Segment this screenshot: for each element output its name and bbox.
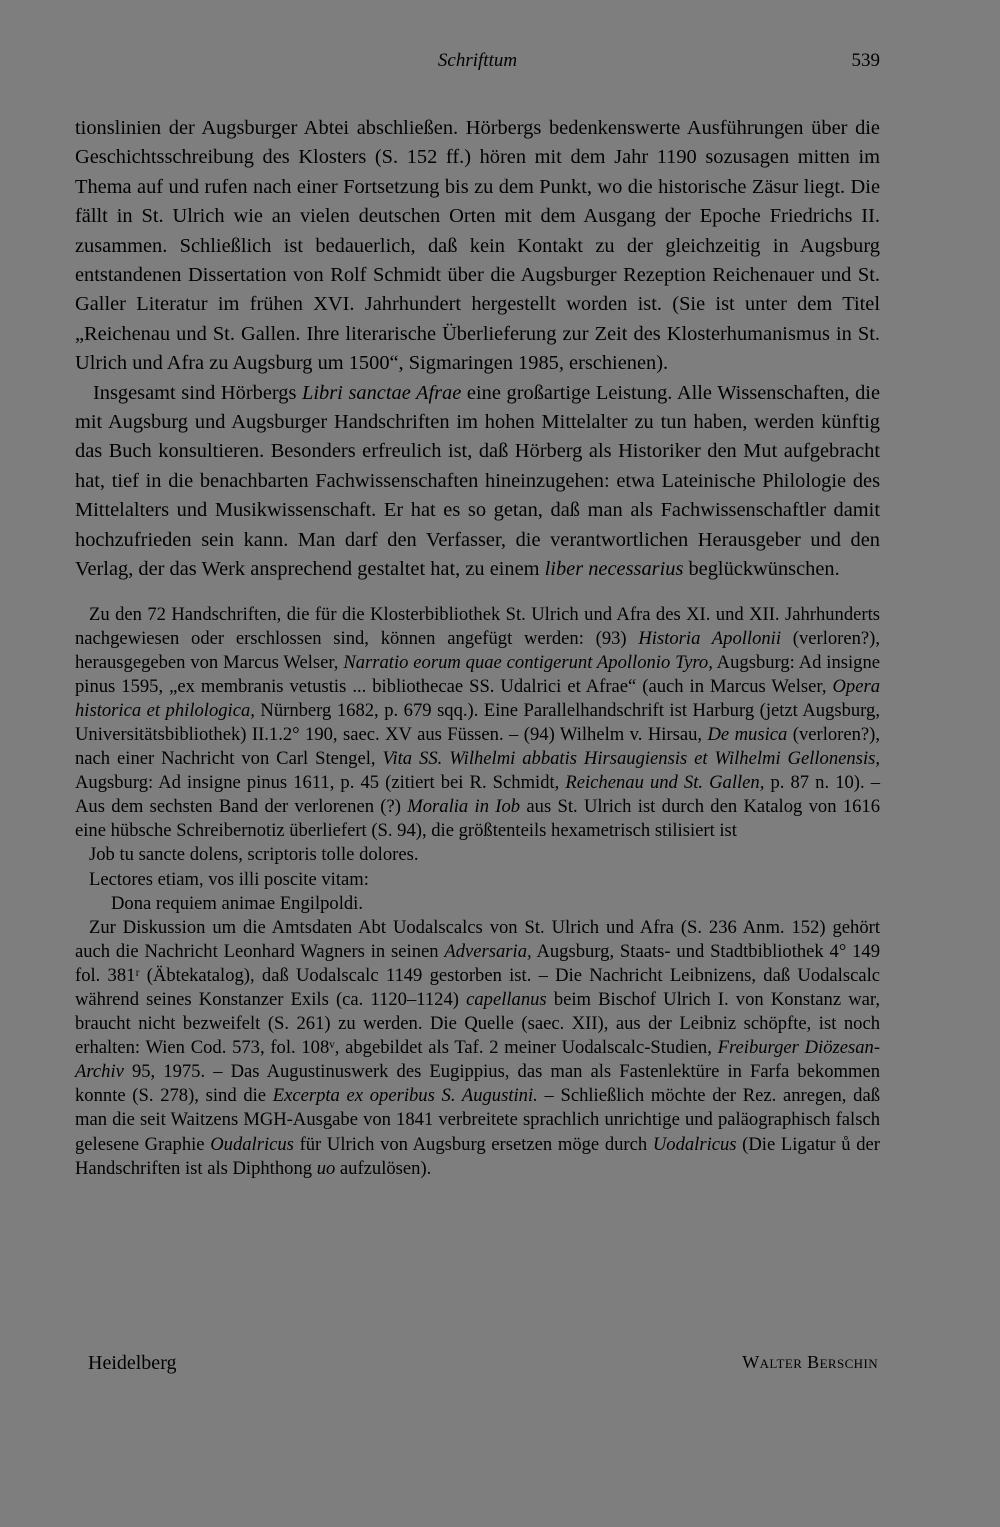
text-run: Augsburg: Ad insigne pinus 1611, p. 45 (zitiert bei R. Schmidt, (75, 772, 566, 794)
note-manuscripts (75, 603, 880, 844)
section-title: Schrifttum (437, 50, 518, 71)
text-run: (verloren?), nach einer Nachricht von Carl Stengel, (75, 723, 880, 770)
paragraph-conclusion (75, 379, 880, 585)
text-run: (Die Ligatur ů der Handschriften ist als Diphthong (75, 1133, 880, 1179)
text-run: aufzulösen). (335, 1157, 432, 1179)
main-text (75, 114, 880, 1181)
page-number: 539 (851, 50, 880, 71)
italic-title: Uodalricus (652, 1133, 737, 1155)
text-run: p. 87 n. 10). – Aus dem sechsten Band der verlorenen (?) (75, 772, 881, 818)
note-uodalscalc (75, 916, 880, 1181)
text-run: Insgesamt sind Hörbergs (93, 381, 303, 404)
italic-title: Oudalricus (210, 1133, 294, 1155)
italic-title: Reichenau und St. Gallen, (565, 772, 765, 794)
running-head (75, 50, 880, 76)
text-run: (verloren?), herausgegeben von Marcus Welser, (75, 627, 880, 673)
text-run: beim Bischof Ulrich I. von Konstanz war, braucht nicht bezweifelt (S. 261) zu werden. Die Quelle (saec. XII), aus der Leibniz schöpfte, ist noch erhalten: Wien Cod. 573, fol. 108ᵛ, abgebildet als Taf. 2 meiner Uodalscalc-Studien, (75, 989, 880, 1059)
italic-title: Vita SS. Wilhelmi abbatis Hirsaugiensis et Wilhelmi Gellonensis, (382, 748, 880, 770)
text-run: Zur Diskussion um die Amtsdaten Abt Uodalscalcs von St. Ulrich und Afra (S. 236 Anm. 152) gehört auch die Nachricht Leonhard Wagners in seinen (75, 916, 880, 962)
book-title: Libri sanctae Afrae (302, 381, 462, 404)
italic-title: Freiburger Diözesan-Archiv (75, 1037, 881, 1083)
text-run: Zu den 72 Handschriften, die für die Klosterbibliothek St. Ulrich und Afra des XI. und XII. Jahrhunderts nachgewiesen oder erschlossen sind, können angefügt werden: (93) (75, 603, 880, 649)
signature-line (88, 1352, 878, 1378)
text-run: eine großartige Leistung. Alle Wissenschaften, die mit Augsburg und Augsburger Handschriften im hohen Mittelalter zu tun haben, werden künftig das Buch konsultieren. Besonders erfreulich ist, daß Hörberg als Historiker den Mut aufgebracht hat, tief in die benachbarten Fachwissenschaften hineinzugehen: etwa Lateinische Philologie des Mittelalters und Musikwissenschaft. Er hat es so getan, daß man als Fachwissenschaftler damit hochzufrieden sein kann. Man darf den Verfasser, die verantwortlichen Herausgeber und den Verlag, der das Werk ansprechend gestaltet hat, zu einem (75, 381, 880, 581)
text-run: Nürnberg 1682, p. 679 sqq.). Eine Parallelhandschrift ist Harburg (jetzt Augsburg, Universitätsbibliothek) II.1.2° 190, saec. XV aus Füssen. – (94) Wilhelm v. Hirsau, (75, 699, 880, 745)
verse-line: Dona requiem animae Engilpoldi. (111, 892, 363, 914)
italic-title: uo (316, 1157, 336, 1179)
verse-line: Lectores etiam, vos illi poscite vitam: (89, 868, 369, 890)
italic-title: Opera historica et philologica, (75, 675, 880, 721)
text-run: aus St. Ulrich ist durch den Katalog von 1616 eine hübsche Schreibernotiz überliefert (S. 94), die größtenteils hexametrisch stilisiert ist (75, 796, 881, 842)
verse-line: Job tu sancte dolens, scriptoris tolle dolores. (89, 844, 419, 866)
italic-title: Moralia in Iob (407, 796, 521, 818)
latin-phrase: liber necessarius (544, 558, 684, 581)
text-run: 95, 1975. – Das Augustinuswerk des Eugippius, das man als Fastenlektüre in Farfa bekommen konnte (S. 278), sind die (75, 1061, 880, 1107)
italic-title: Historia Apollonii (638, 627, 781, 649)
italic-title: Adversaria, (444, 940, 532, 962)
italic-title: Narratio eorum quae contigerunt Apollonio Tyro, (343, 651, 713, 673)
signature-place: Heidelberg (88, 1352, 177, 1374)
text-run: – Schließlich möchte der Rez. anregen, daß man die seit Waitzens MGH-Ausgabe von 1841 verbreitete sprachlich unrichtige und paläographisch falsch gelesene Graphie (75, 1085, 880, 1155)
signature-author: Walter Berschin (742, 1352, 878, 1372)
italic-title: capellanus (466, 989, 547, 1010)
italic-title: Excerpta ex operibus S. Augustini. (272, 1085, 538, 1107)
paragraph-continued: tionslinien der Augsburger Abtei abschließen. Hörbergs bedenkenswerte Ausführungen über die Geschichtsschreibung des Klosters (S. 152 ff.) hören mit dem Jahr 1190 sozusagen mitten im Thema auf und rufen nach einer Fortsetzung bis zu dem Punkt, wo die historische Zäsur liegt. Die fällt in St. Ulrich wie an vielen deutschen Orten mit dem Ausgang der Epoche Friedrichs II. zusammen. Schließlich ist bedauerlich, daß kein Kontakt zu der gleichzeitig in Augsburg entstandenen Dissertation von Rolf Schmidt über die Augsburger Rezeption Reichenauer und St. Galler Literatur im frühen XVI. Jahrhundert hergestellt worden ist. (Sie ist unter dem Titel „Reichenau und St. Gallen. Ihre literarische Überlieferung zur Zeit des Klosterhumanismus in St. Ulrich und Afra zu Augsburg um 1500“, Sigmaringen 1985, erschienen). (75, 117, 880, 375)
addenda-notes (75, 603, 880, 1181)
text-run: beglückwünschen. (683, 558, 840, 581)
italic-title: De musica (707, 723, 788, 745)
text-run: Augsburg: Ad insigne pinus 1595, „ex membranis vetustis ... bibliothecae SS. Udalrici et Afrae“ (auch in Marcus Welser, (75, 651, 880, 697)
text-run: Augsburg, Staats- und Stadtbibliothek 4° 149 fol. 381ʳ (Äbtekatalog), daß Uodalscalc 1149 gestorben ist. – Die Nachricht Leibnizens, daß Uodalscalc während seines Konstanzer Exils (ca. 1120–1124) (75, 940, 880, 1010)
text-run: für Ulrich von Augsburg ersetzen möge durch (293, 1133, 653, 1155)
